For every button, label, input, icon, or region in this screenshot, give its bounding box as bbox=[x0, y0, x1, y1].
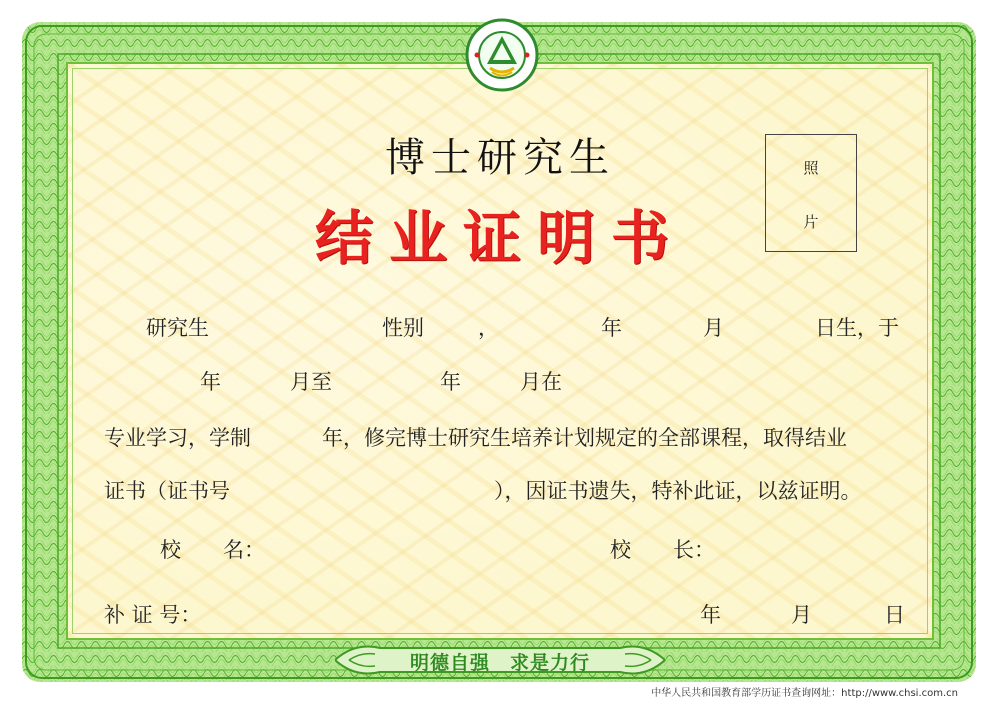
label-issue-day: 日 bbox=[884, 603, 905, 627]
label-start-year: 年 bbox=[200, 370, 221, 394]
label-certificate-number: 证书（证书号 bbox=[104, 479, 230, 503]
university-emblem-icon bbox=[465, 18, 539, 92]
label-start-month-to: 月至 bbox=[290, 370, 332, 394]
label-president: 校 长： bbox=[610, 538, 715, 562]
label-birth-year: 年 bbox=[601, 316, 622, 340]
label-issue-month: 月 bbox=[791, 603, 812, 627]
certificate-title: 博士研究生 bbox=[385, 135, 615, 181]
label-school-name: 校 名： bbox=[160, 538, 265, 562]
comma: ， bbox=[478, 316, 499, 340]
photo-label-char1: 照 bbox=[803, 159, 819, 177]
text-course-completion: 年，修完博士研究生培养计划规定的全部课程，取得结业 bbox=[322, 426, 847, 450]
university-motto: 明德自强 求是力行 bbox=[409, 652, 590, 674]
label-issue-year: 年 bbox=[700, 603, 721, 627]
text-reissue-statement: ），因证书遗失，特补此证，以兹证明。 bbox=[494, 479, 862, 503]
label-end-year: 年 bbox=[440, 370, 461, 394]
label-gender: 性别 bbox=[382, 316, 424, 340]
photo-placeholder bbox=[765, 134, 857, 252]
label-reissue-number: 补 证 号： bbox=[104, 603, 202, 627]
label-major-study: 专业学习，学制 bbox=[104, 426, 251, 450]
label-end-month-at: 月在 bbox=[520, 370, 562, 394]
verification-url-footer: 中华人民共和国教育部学历证书查询网址：http://www.chsi.com.cn bbox=[651, 688, 958, 699]
label-student: 研究生 bbox=[146, 316, 209, 340]
label-birth-day: 日生，于 bbox=[815, 316, 899, 340]
certificate-subtitle: 结业证明书 bbox=[314, 204, 685, 272]
photo-label-char2: 片 bbox=[803, 213, 819, 231]
label-birth-month: 月 bbox=[703, 316, 724, 340]
